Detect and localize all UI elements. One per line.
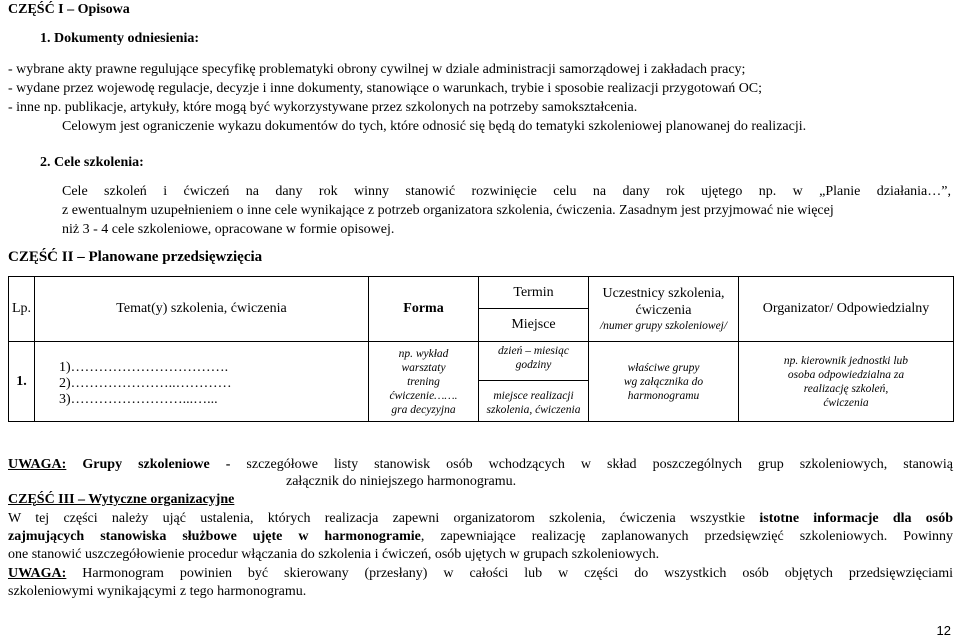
forma-line: ćwiczenie……. (389, 389, 458, 402)
section2-title-text: 2. Cele szkolenia: (40, 155, 144, 170)
uwaga1-bold: Grupy szkoleniowe - (82, 457, 231, 472)
uczestnicy-line: harmonogramu (627, 389, 700, 402)
organizator-line: ćwiczenia (823, 396, 869, 409)
header-forma: Forma (369, 277, 479, 342)
plan-table (8, 276, 954, 422)
row-topics (35, 342, 369, 422)
uwaga2-line (8, 565, 953, 583)
forma-line: np. wykład (398, 347, 449, 360)
topic-line: 1)……………………………. (59, 360, 229, 375)
header-temat: Temat(y) szkolenia, ćwiczenia (35, 277, 369, 342)
section1-title: 1. Dokumenty odniesienia: (40, 31, 200, 46)
organizator-line: osoba odpowiedzialna za (787, 368, 905, 381)
page-number: 12 (936, 623, 951, 638)
uwaga1-text: szczegółowe listy stanowisk osób wchodzących w skład poszczególnych grup szkoleniowych, stanowią (246, 457, 954, 472)
header-lp: Lp. (9, 277, 35, 342)
part3-p2b: , zapewniające realizację zaplanowanych przedsięwzięć szkoleniowych. Powinny (420, 529, 954, 544)
row-termin-miejsce (479, 342, 589, 422)
section1-note: Celowym jest ograniczenie wykazu dokumentów do tych, które odnosić się będą do tematyki szkoleniowej planowanej do realizacji. (62, 119, 807, 134)
organizator-line: realizację szkoleń, (803, 382, 889, 395)
uwaga2-label: UWAGA: (8, 566, 67, 581)
part2-heading: CZĘŚĆ II – Planowane przedsięwzięcia (8, 249, 263, 265)
row-termin (479, 342, 588, 381)
part1-heading: CZĘŚĆ I – Opisowa (8, 2, 130, 17)
termin-line: godziny (515, 359, 552, 371)
table-header-row (9, 277, 954, 342)
section2-line: z ewentualnym uzupełnieniem o inne cele wynikające z potrzeb organizatora szkolenia, ćwiczenia. Zasadnym jest przyjmować nie więcej (62, 203, 834, 218)
section1-line: - inne np. publikacje, artykuły, które mogą być wykorzystywane przez szkolonych na potrzeby samokształcenia. (8, 100, 638, 115)
topic-line: 3)……………………...…... (59, 392, 218, 407)
termin-line: dzień – miesiąc (498, 345, 569, 357)
uczestnicy-line: właściwe grupy (627, 361, 700, 374)
section2-line: Cele szkoleń i ćwiczeń na dany rok winny stanowić rozwinięcie celu na dany rok ujętego np. w „Planie działania…”, (62, 184, 951, 199)
uwaga2-text: Harmonogram powinien być skierowany (przesłany) w całości lub w części do wszystkich osób objętych przedsięwzięciami (82, 566, 954, 581)
uczestnicy-line: wg załącznika do (623, 375, 704, 388)
part3-heading: CZĘŚĆ III – Wytyczne organizacyjne (8, 492, 235, 507)
uwaga1-line (8, 456, 953, 474)
uwaga1-label: UWAGA: (8, 457, 67, 472)
header-termin: Termin (479, 277, 588, 309)
header-miejsce: Miejsce (511, 317, 556, 332)
part3-line (8, 510, 953, 528)
topic-line: 2)…………………..………… (59, 376, 232, 391)
section2-title (40, 154, 144, 172)
row-miejsce (479, 381, 588, 421)
forma-line: trening (407, 375, 440, 388)
header-organizator: Organizator/ Odpowiedzialny (739, 277, 954, 342)
row-lp: 1. (9, 342, 35, 422)
header-uczestnicy-label: Uczestnicy szkolenia, ćwiczenia (602, 286, 725, 318)
miejsce-line: szkolenia, ćwiczenia (486, 404, 581, 416)
part3-p2a: zajmujących stanowiska służbowe ujęte w harmonogramie (8, 529, 421, 544)
row-organizator (739, 342, 954, 422)
organizator-line: np. kierownik jednostki lub (783, 354, 909, 367)
section1-line: - wydane przez wojewodę regulacje, decyzje i inne dokumenty, stanowiące o warunkach, trybie i sposobie realizacji przygotowań OC; (8, 81, 763, 96)
part3-line (8, 528, 953, 546)
header-uczestnicy (589, 277, 739, 342)
header-uczestnicy-note: /numer grupy szkoleniowej/ (599, 320, 728, 332)
miejsce-line: miejsce realizacji (493, 390, 574, 402)
uwaga2-line2: szkoleniowymi wynikającymi z tego harmonogramu. (8, 584, 307, 599)
part3-p1a: W tej części należy ująć ustalenia, których realizacja zapewni organizatorom szkolenia, ćwiczenia wszystkie (8, 511, 746, 526)
table-row (9, 342, 954, 422)
row-forma (369, 342, 479, 422)
row-uczestnicy (589, 342, 739, 422)
forma-line: warsztaty (401, 361, 446, 374)
header-termin-miejsce (479, 277, 589, 342)
part3-line: one stanowić uszczegółowienie procedur włączania do szkolenia i ćwiczeń, osób ujętych w grupach szkoleniowych. (8, 547, 660, 562)
forma-line: gra decyzyjna (391, 403, 456, 416)
section1-line: - wybrane akty prawne regulujące specyfikę problematyki obrony cywilnej w dziale administracji samorządowej i zakładach pracy; (8, 62, 746, 77)
part3-p1b: istotne informacje dla osób (759, 511, 953, 526)
uwaga1-line2: załącznik do niniejszego harmonogramu. (286, 474, 517, 489)
section2-line: niż 3 - 4 cele szkoleniowe, opracowane w formie opisowej. (62, 222, 395, 237)
